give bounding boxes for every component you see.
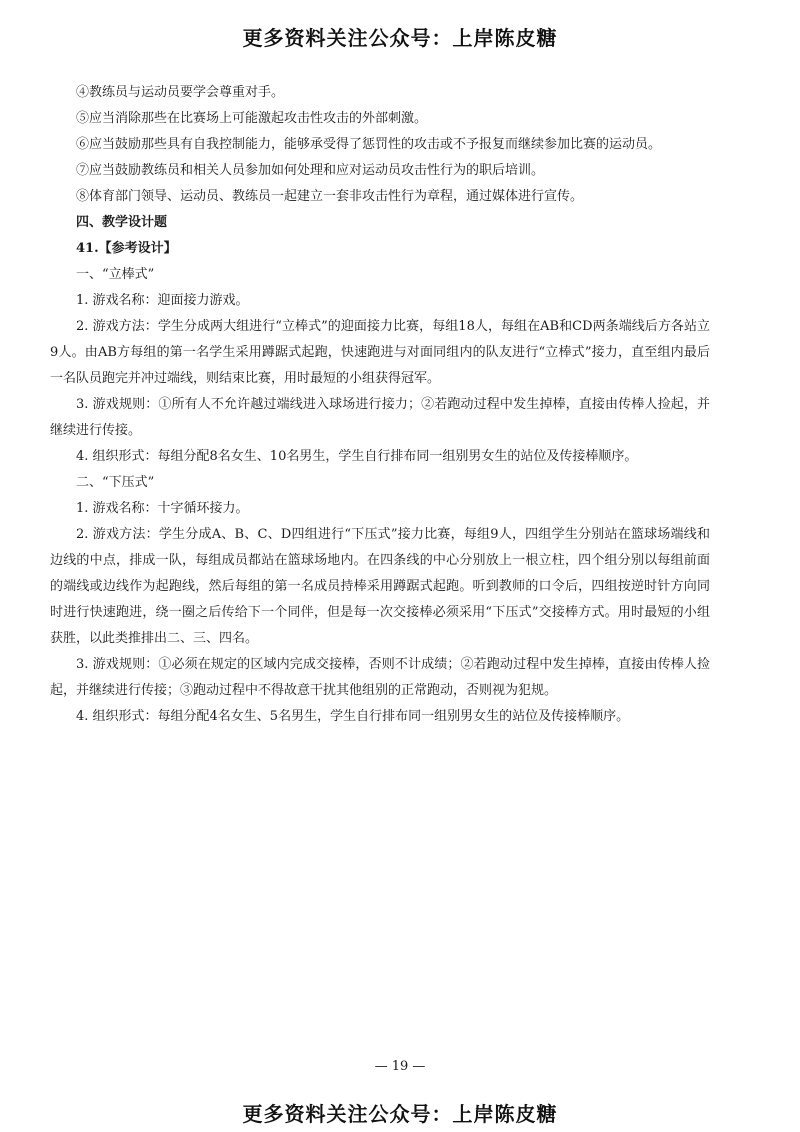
paragraph: 4. 组织形式：每组分配8名女生、10名男生，学生自行排布同一组别男女生的站位及传接棒顺序。 bbox=[76, 449, 638, 464]
paragraph: 1. 游戏名称：迎面接力游戏。 bbox=[76, 293, 249, 308]
paragraph: ⑦应当鼓励教练员和相关人员参加如何处理和应对运动员攻击性行为的职后培训。 bbox=[76, 163, 545, 178]
header-banner: 更多资料关注公众号：上岸陈皮糖 bbox=[242, 26, 558, 50]
subsection-heading: 二、“下压式” bbox=[76, 475, 155, 490]
paragraph: ⑥应当鼓励那些具有自我控制能力，能够承受得了惩罚性的攻击或不予报复而继续参加比赛的运动员。 bbox=[76, 137, 662, 152]
paragraph: 3. 游戏规则：①必须在规定的区域内完成交接棒，否则不计成绩；②若跑动过程中发生掉棒，直接由传棒人捡起，并继续进行传接；③跑动过程中不得故意干扰其他组别的正常跑动，否则视为犯规。 bbox=[50, 657, 710, 698]
paragraph: ⑧体育部门领导、运动员、教练员一起建立一套非攻击性行为章程，通过媒体进行宣传。 bbox=[76, 189, 584, 204]
page-number: — 19 — bbox=[374, 1059, 426, 1074]
footer-banner: 更多资料关注公众号：上岸陈皮糖 bbox=[242, 1102, 558, 1126]
document-body bbox=[50, 80, 710, 730]
paragraph: 1. 游戏名称：十字循环接力。 bbox=[76, 501, 249, 516]
paragraph: ④教练员与运动员要学会尊重对手。 bbox=[76, 85, 285, 100]
paragraph: 2. 游戏方法：学生分成两大组进行“立棒式”的迎面接力比赛，每组18人，每组在AB和CD两条端线后方各站立9人。由AB方每组的第一名学生采用蹲踞式起跑，快速跑进与对面同组内的队友进行“立棒式”接力，直至组内最后一名队员跑完并冲过端线，则结束比赛，用时最短的小组获得冠军。 bbox=[50, 319, 710, 386]
paragraph: ⑤应当消除那些在比赛场上可能激起攻击性攻击的外部刺激。 bbox=[76, 111, 428, 126]
paragraph: 4. 组织形式：每组分配4名女生、5名男生，学生自行排布同一组别男女生的站位及传接棒顺序。 bbox=[76, 709, 630, 724]
question-heading: 41.【参考设计】 bbox=[76, 241, 177, 256]
section-heading: 四、教学设计题 bbox=[76, 215, 168, 230]
paragraph: 2. 游戏方法：学生分成A、B、C、D四组进行“下压式”接力比赛，每组9人，四组学生分别站在篮球场端线和边线的中点，排成一队，每组成员都站在篮球场地内。在四条线的中心分别放上一根立柱，四个组分别以每组前面的端线或边线作为起跑线，然后每组的第一名成员持棒采用蹲踞式起跑。听到教师的口令后，四组按逆时针方向同时进行快速跑进，绕一圈之后传给下一个同伴，但是每一次交接棒必须采用“下压式”交接棒方式。用时最短的小组获胜，以此类推排出二、三、四名。 bbox=[50, 527, 710, 646]
subsection-heading: 一、“立棒式” bbox=[76, 267, 155, 282]
paragraph: 3. 游戏规则：①所有人不允许越过端线进入球场进行接力；②若跑动过程中发生掉棒，直接由传棒人捡起，并继续进行传接。 bbox=[50, 397, 710, 438]
